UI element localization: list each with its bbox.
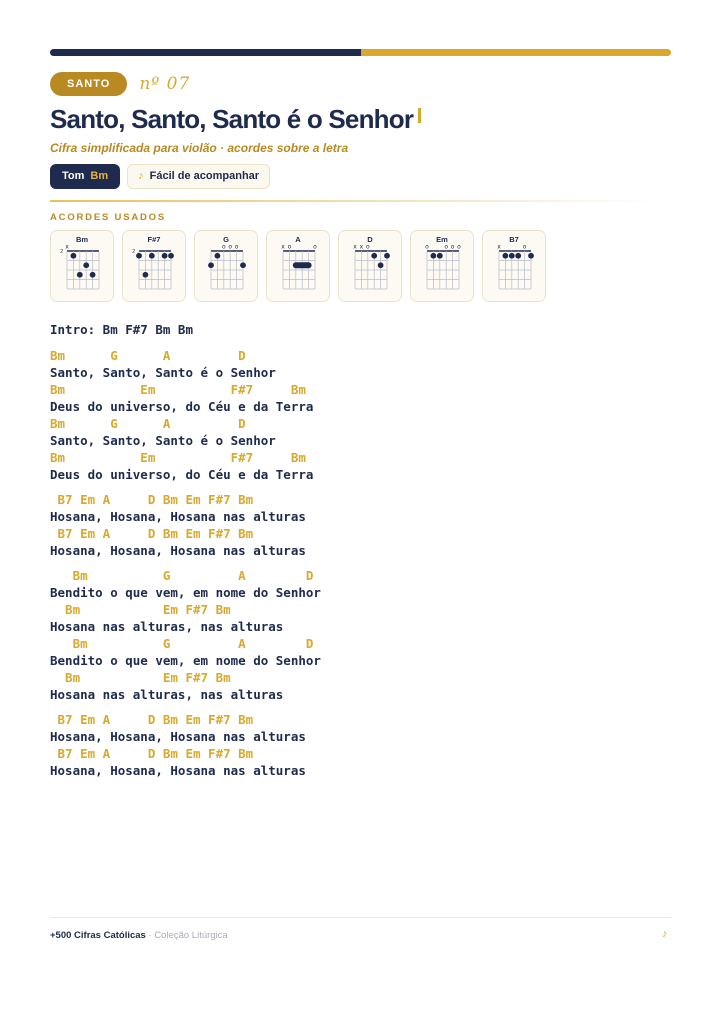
lyric-line: Hosana, Hosana, Hosana nas alturas	[50, 763, 306, 778]
lyric-line: Deus do universo, do Céu e da Terra	[50, 467, 314, 482]
key-value: Bm	[90, 170, 109, 182]
song-number: nº 07	[139, 74, 191, 94]
finger-dot	[168, 253, 174, 259]
open-string-marker: o	[234, 243, 239, 251]
finger-dot	[437, 253, 443, 259]
finger-dot	[384, 253, 390, 259]
chord-grid	[483, 231, 547, 303]
chord-line: Bm Em F#7 Bm	[50, 602, 231, 617]
finger-dot	[431, 253, 437, 259]
chord-diagram	[338, 230, 402, 302]
barre-bar	[293, 262, 312, 268]
lyric-line: Hosana, Hosana, Hosana nas alturas	[50, 729, 306, 744]
difficulty-chip	[127, 164, 270, 189]
key-label: Tom	[62, 170, 85, 182]
muted-string-marker: x	[353, 243, 357, 251]
footer-brand: +500 Cifras Católicas	[50, 930, 146, 941]
lyric-line: Santo, Santo, Santo é o Senhor	[50, 365, 276, 380]
open-string-marker: o	[313, 243, 317, 251]
chord-name: G	[223, 235, 229, 244]
finger-dot	[215, 253, 221, 259]
chord-line: Bm G A D	[50, 636, 314, 651]
chord-name: Em	[436, 235, 448, 244]
chord-line: B7 Em A D Bm Em F#7 Bm	[50, 492, 254, 507]
lyric-line: Hosana, Hosana, Hosana nas alturas	[50, 543, 306, 558]
open-string-marker: o	[425, 243, 429, 251]
lyric-line: Hosana nas alturas, nas alturas	[50, 619, 284, 634]
finger-dot	[528, 253, 534, 259]
finger-dot	[509, 253, 515, 259]
footer-divider	[50, 917, 671, 918]
section-divider	[50, 200, 655, 202]
chord-line: B7 Em A D Bm Em F#7 Bm	[50, 526, 254, 541]
accent-bar-gold	[361, 49, 672, 56]
music-note-icon: ♪	[662, 928, 668, 940]
chord-line: Bm G A D	[50, 416, 246, 431]
finger-dot	[515, 253, 521, 259]
title-accent-mark	[418, 108, 421, 123]
chord-name: B7	[509, 235, 519, 244]
open-string-marker: o	[228, 243, 233, 251]
stanza-gap	[50, 703, 321, 711]
category-badge: SANTO	[50, 72, 127, 96]
chord-diagram	[482, 230, 546, 302]
top-accent-bar	[50, 49, 671, 56]
chord-grid	[339, 231, 403, 303]
chord-line: Bm Em F#7 Bm	[50, 450, 306, 465]
lyric-line: Bendito o que vem, em nome do Senhor	[50, 585, 321, 600]
chord-diagram	[266, 230, 330, 302]
finger-dot	[371, 253, 377, 259]
finger-dot	[162, 253, 168, 259]
chord-diagram	[194, 230, 258, 302]
finger-dot	[208, 262, 214, 268]
chord-line: Bm Em F#7 Bm	[50, 382, 306, 397]
accent-bar-navy	[50, 49, 361, 56]
key-chip	[50, 164, 120, 189]
finger-dot	[143, 272, 149, 278]
stanza-gap	[50, 483, 321, 491]
muted-string-marker: x	[359, 243, 364, 251]
chord-sheet	[50, 321, 321, 779]
open-string-marker: o	[457, 243, 461, 251]
title-text: Santo, Santo, Santo é o Senhor	[50, 104, 414, 134]
chord-line: B7 Em A D Bm Em F#7 Bm	[50, 712, 254, 727]
open-string-marker: o	[221, 243, 226, 251]
chord-diagram-list	[50, 230, 546, 302]
info-chips	[50, 164, 270, 189]
finger-dot	[149, 253, 155, 259]
chord-line: B7 Em A D Bm Em F#7 Bm	[50, 746, 254, 761]
finger-dot	[83, 262, 89, 268]
chords-section-label: ACORDES USADOS	[50, 212, 166, 223]
lyric-line: Santo, Santo, Santo é o Senhor	[50, 433, 276, 448]
open-string-marker: o	[365, 243, 370, 251]
open-string-marker: o	[450, 243, 455, 251]
open-string-marker: o	[287, 243, 292, 251]
fret-number: 2	[60, 249, 63, 255]
chord-name: Bm	[75, 235, 89, 244]
stanza-gap	[50, 559, 321, 567]
muted-string-marker: x	[65, 243, 69, 251]
lyric-line: Hosana, Hosana, Hosana nas alturas	[50, 509, 306, 524]
chord-name: F#7	[147, 235, 161, 244]
muted-string-marker: x	[281, 243, 285, 251]
finger-dot	[136, 253, 142, 259]
lyric-line: Bendito o que vem, em nome do Senhor	[50, 653, 321, 668]
footer-separator: ·	[145, 930, 155, 941]
finger-dot	[90, 272, 96, 278]
chord-grid	[267, 231, 331, 303]
muted-string-marker: x	[497, 243, 501, 251]
chord-name: D	[367, 235, 373, 244]
badge-row	[50, 72, 190, 96]
music-note-icon: ♪	[138, 170, 144, 182]
chord-grid	[123, 231, 187, 303]
chord-grid	[195, 231, 259, 303]
footer	[50, 930, 228, 941]
finger-dot	[378, 262, 384, 268]
chord-grid	[411, 231, 475, 303]
chord-name: A	[295, 235, 301, 244]
finger-dot	[240, 262, 246, 268]
chord-line: Bm Em F#7 Bm	[50, 670, 231, 685]
finger-dot	[77, 272, 83, 278]
lyric-line: Hosana nas alturas, nas alturas	[50, 687, 284, 702]
intro-line: Intro: Bm F#7 Bm Bm	[50, 322, 193, 337]
open-string-marker: o	[444, 243, 449, 251]
chord-grid	[51, 231, 115, 303]
chord-diagram	[50, 230, 114, 302]
fret-number: 2	[132, 249, 135, 255]
chord-diagram	[410, 230, 474, 302]
chord-line: Bm G A D	[50, 568, 314, 583]
page-subtitle: Cifra simplificada para violão · acordes sobre a letra	[50, 141, 349, 155]
page-title	[50, 104, 421, 135]
finger-dot	[503, 253, 509, 259]
difficulty-label: Fácil de acompanhar	[149, 170, 260, 182]
chord-line: Bm G A D	[50, 348, 246, 363]
open-string-marker: o	[522, 243, 527, 251]
finger-dot	[71, 253, 77, 259]
footer-collection: Coleção Litúrgica	[154, 930, 228, 941]
lyric-line: Deus do universo, do Céu e da Terra	[50, 399, 314, 414]
chord-diagram	[122, 230, 186, 302]
